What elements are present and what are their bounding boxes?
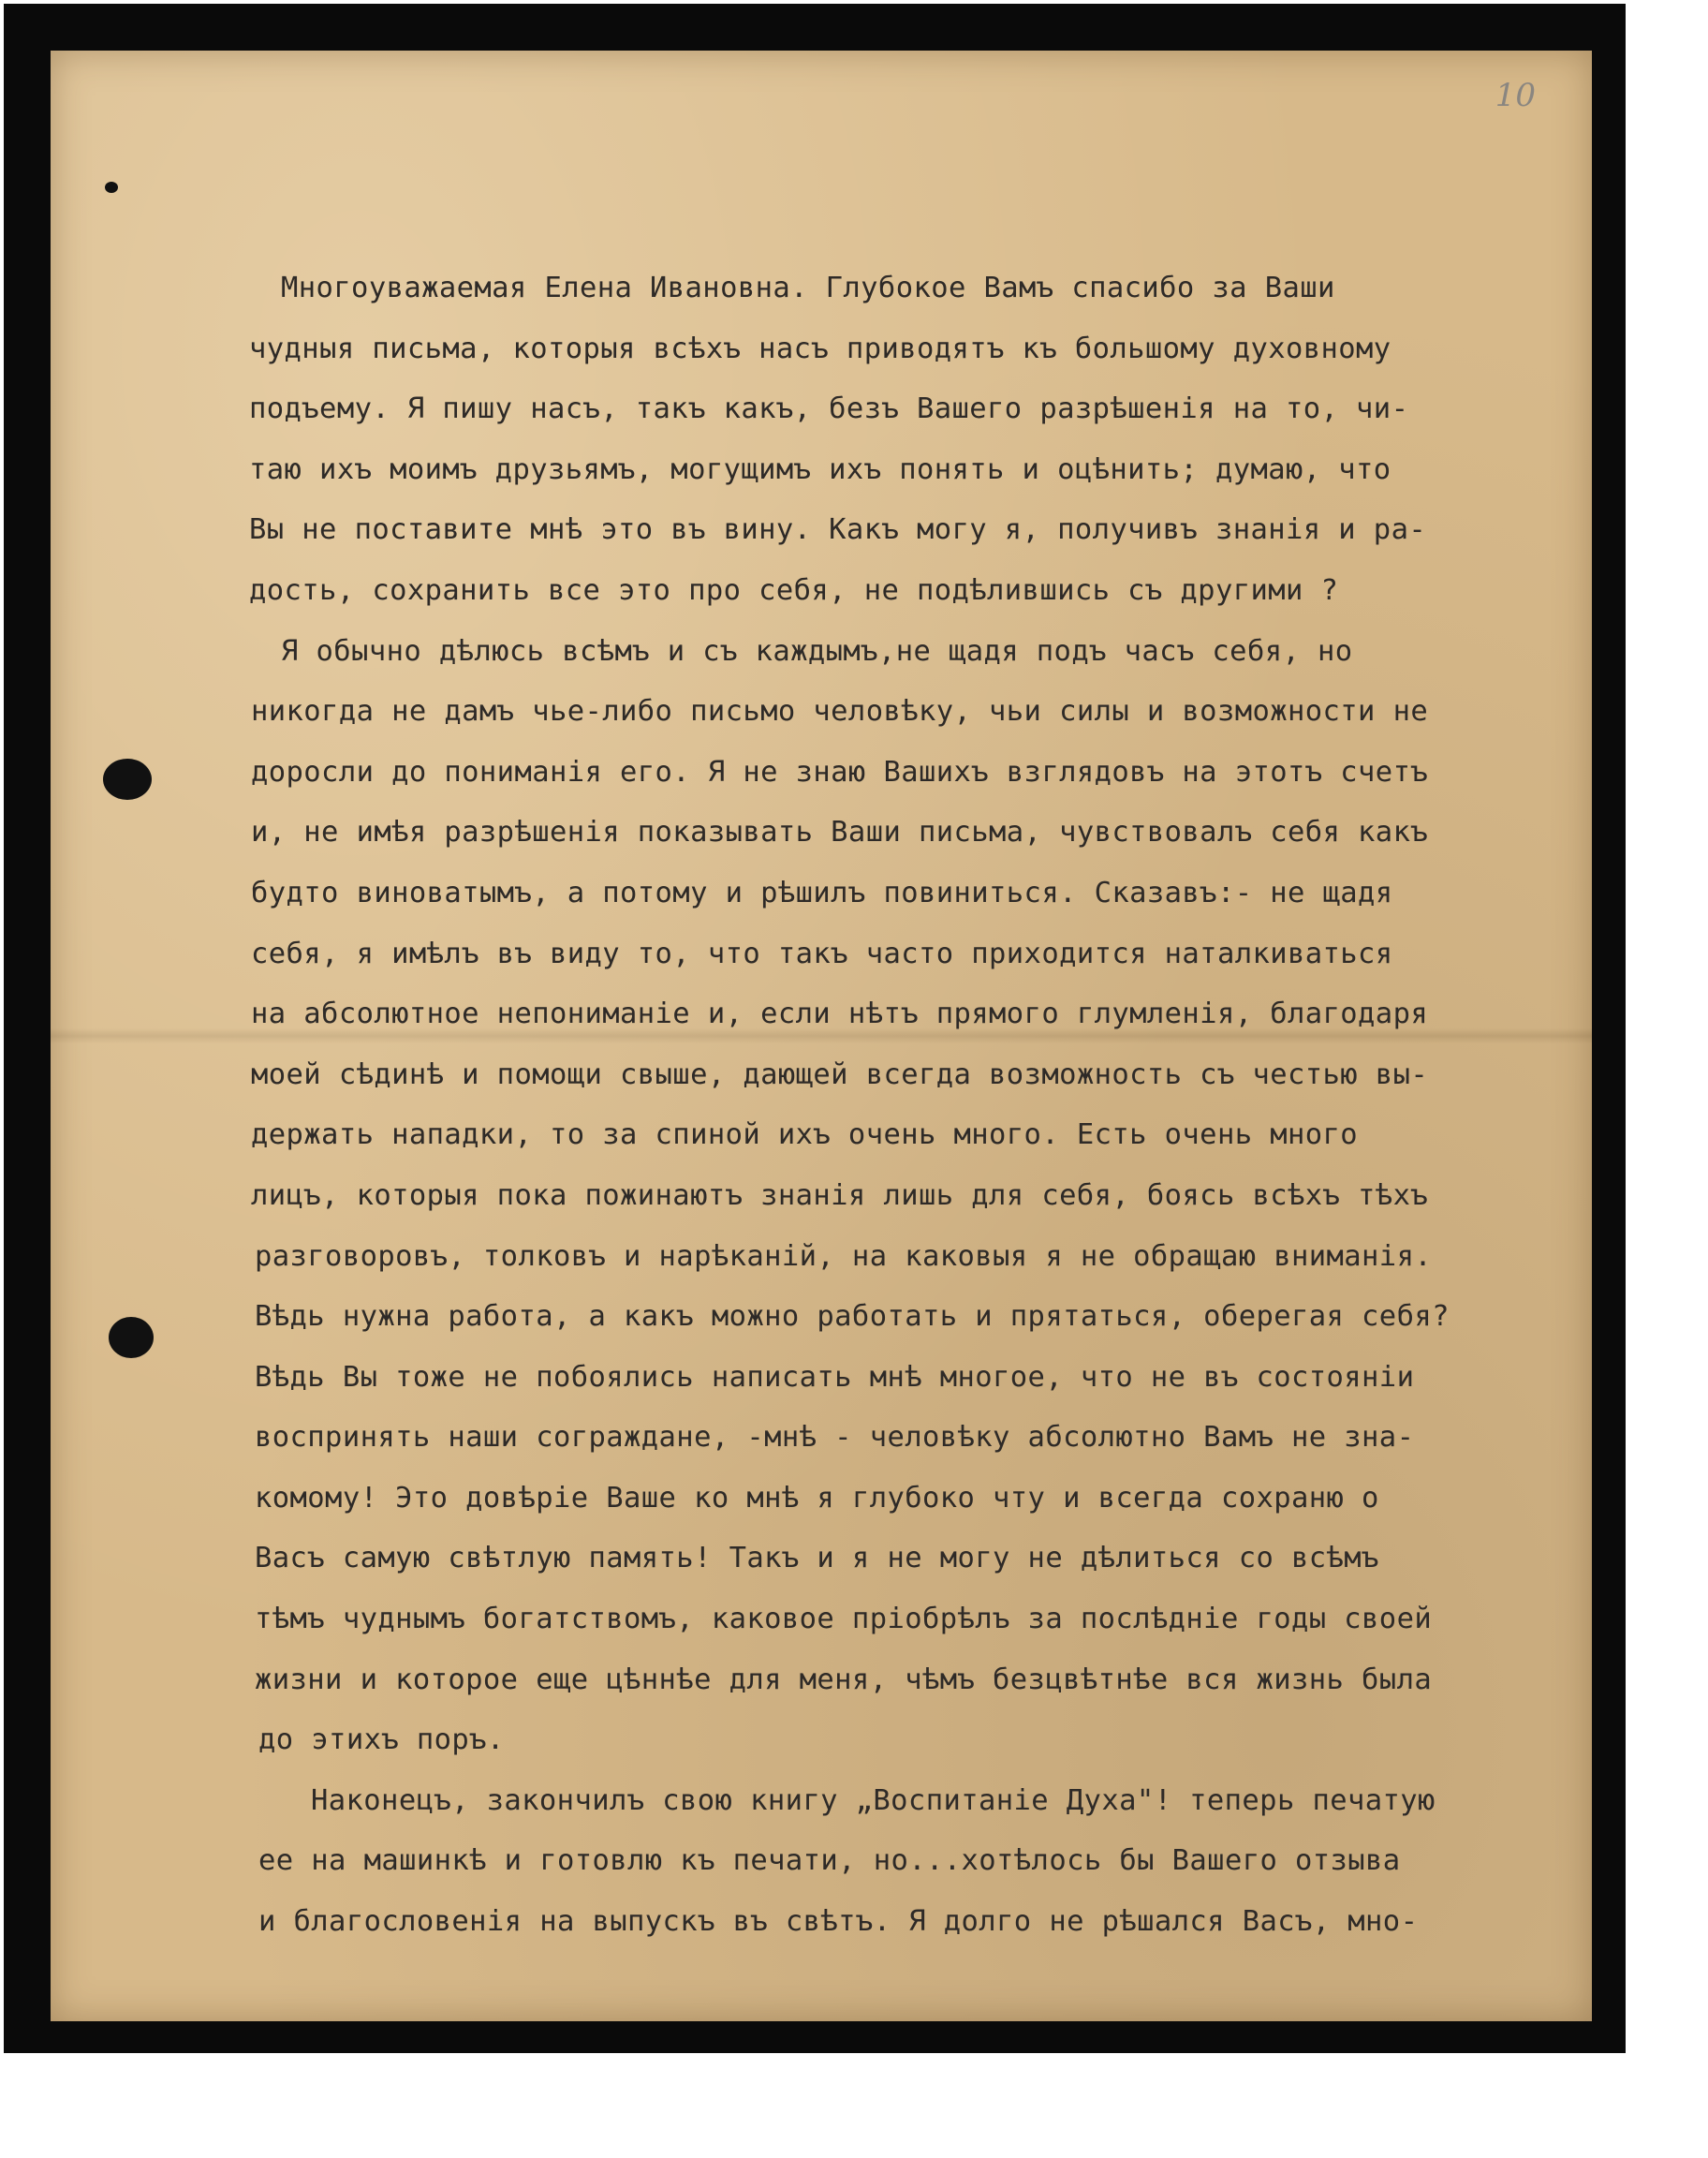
punch-hole-upper bbox=[103, 759, 152, 800]
letter-line: подъему. Я пишу насъ, такъ какъ, безъ Вашего разрѣшенія на то, чи- bbox=[249, 392, 1409, 426]
letter-line: доросли до пониманія его. Я не знаю Вашихъ взглядовъ на этотъ счетъ bbox=[251, 755, 1429, 789]
letter-line: Васъ самую свѣтлую память! Такъ и я не могу не дѣлиться со всѣмъ bbox=[255, 1542, 1379, 1575]
letter-line: Многоуважаемая Елена Ивановна. Глубокое Вамъ спасибо за Ваши bbox=[281, 272, 1335, 304]
letter-line: чудныя письма, которыя всѣхъ насъ приводятъ къ большому духовному bbox=[249, 332, 1391, 365]
letter-line: таю ихъ моимъ друзьямъ, могущимъ ихъ понять и оцѣнить; думаю, что bbox=[249, 452, 1391, 486]
letter-line: жизни и которое еще цѣннѣе для меня, чѣмъ безцвѣтнѣе вся жизнь была bbox=[255, 1663, 1433, 1696]
letter-line: лицъ, которыя пока пожинаютъ знанія лишь для себя, боясь всѣхъ тѣхъ bbox=[251, 1178, 1429, 1212]
letter-line: моей сѣдинѣ и помощи свыше, дающей всегда возможность съ честью вы- bbox=[251, 1057, 1429, 1091]
letter-line: и благословенія на выпускъ въ свѣтъ. Я долго не рѣшался Васъ, мно- bbox=[258, 1905, 1419, 1939]
letter-line: воспринять наши сограждане, -мнѣ - человѣку абсолютно Вамъ не зна- bbox=[255, 1421, 1415, 1455]
letter-line: никогда не дамъ чье-либо письмо человѣку, чьи силы и возможности не bbox=[251, 695, 1429, 729]
letter-line: и, не имѣя разрѣшенія показывать Ваши письма, чувствовалъ себя какъ bbox=[251, 816, 1429, 850]
letter-line: Наконецъ, закончилъ свою книгу „Воспитаніе Духа"! теперь печатую bbox=[311, 1783, 1436, 1817]
letter-line: Вы не поставите мнѣ это въ вину. Какъ могу я, получивъ знанія и ра- bbox=[249, 513, 1427, 547]
letter-line: комому! Это довѣріе Ваше ко мнѣ я глубоко чту и всегда сохраню о bbox=[255, 1481, 1379, 1515]
typewritten-letter-page bbox=[51, 51, 1592, 2021]
punch-hole-lower bbox=[109, 1317, 154, 1358]
handwritten-page-number: 10 bbox=[1494, 77, 1536, 114]
letter-line: разговоровъ, толковъ и нарѣканій, на каковыя я не обращаю вниманія. bbox=[255, 1239, 1433, 1273]
letter-body bbox=[249, 259, 1575, 1953]
letter-line: Вѣдь нужна работа, а какъ можно работать и прятаться, оберегая себя? bbox=[255, 1300, 1450, 1334]
letter-line: будто виноватымъ, а потому и рѣшилъ повиниться. Сказавъ:- не щадя bbox=[251, 876, 1393, 909]
letter-line: тѣмъ чуднымъ богатствомъ, каковое пріобрѣлъ за послѣдніе годы своей bbox=[255, 1603, 1433, 1636]
letter-line: Я обычно дѣлюсь всѣмъ и съ каждымъ,не щадя подъ часъ себя, но bbox=[281, 634, 1353, 668]
letter-line: держать нападки, то за спиной ихъ очень много. Есть очень много bbox=[251, 1118, 1359, 1152]
letter-line: Вѣдь Вы тоже не побоялись написать мнѣ многое, что не въ состояніи bbox=[255, 1360, 1415, 1394]
letter-line: дость, сохранить все это про себя, не подѣлившись съ другими ? bbox=[249, 573, 1339, 607]
letter-line: на абсолютное непониманіе и, если нѣтъ прямого глумленія, благодаря bbox=[251, 998, 1429, 1031]
letter-line: себя, я имѣлъ въ виду то, что такъ часто приходится наталкиваться bbox=[251, 937, 1393, 970]
letter-line: до этихъ поръ. bbox=[258, 1723, 505, 1757]
punch-hole-mark bbox=[105, 182, 118, 193]
letter-line: ее на машинкѣ и готовлю къ печати, но...хотѣлось бы Вашего отзыва bbox=[258, 1844, 1401, 1878]
scan-border bbox=[4, 4, 1626, 2053]
